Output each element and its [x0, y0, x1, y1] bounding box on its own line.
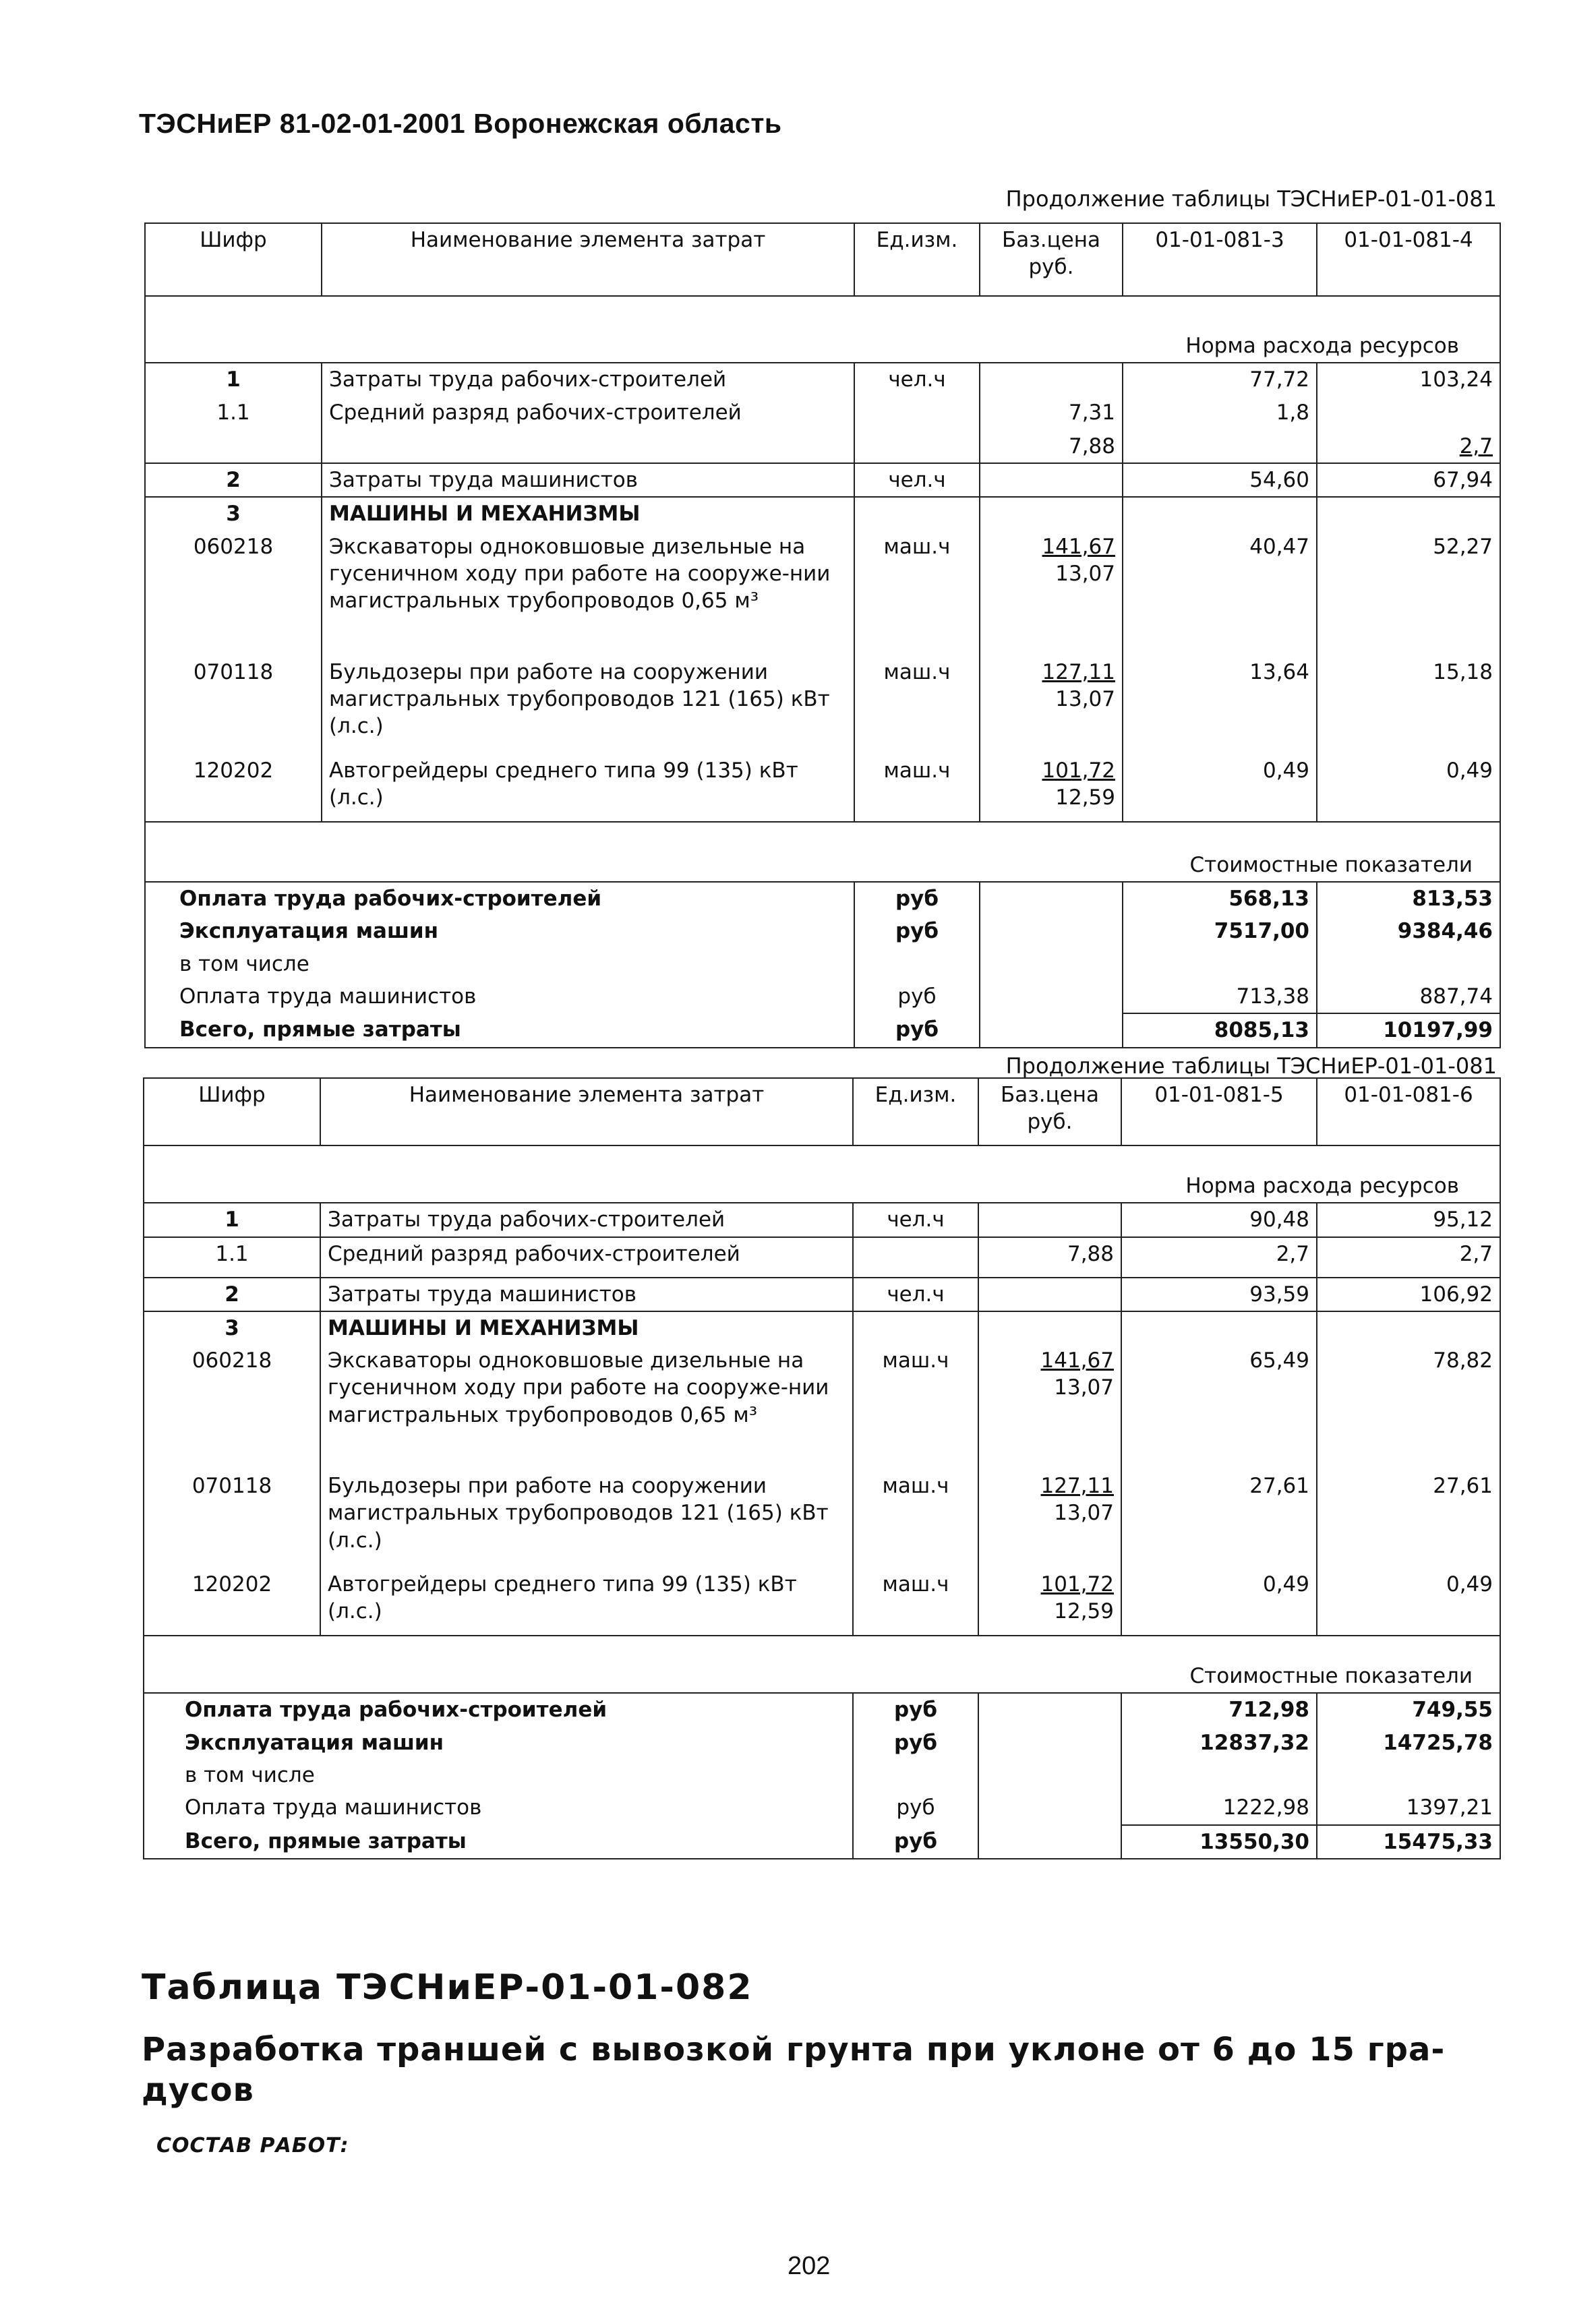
cost-name: Оплата труда машинистов — [144, 1791, 853, 1824]
resource-table — [144, 222, 1501, 1048]
table-row — [145, 531, 1500, 656]
row-code: 1 — [144, 1203, 320, 1237]
cost-unit: руб — [854, 915, 980, 947]
table-row — [145, 396, 1500, 464]
cost-unit: руб — [853, 1693, 978, 1726]
cost-unit — [853, 1759, 978, 1791]
cost-unit: руб — [853, 1791, 978, 1824]
row-v2: 2,7 — [1459, 434, 1493, 458]
row-v1: 2,7 — [1121, 1237, 1317, 1278]
table-row — [145, 363, 1500, 396]
row-unit: чел.ч — [853, 1203, 978, 1237]
row-price — [978, 1203, 1121, 1237]
row-unit: маш.ч — [853, 1470, 978, 1568]
row-name: Средний разряд рабочих-строителей — [322, 396, 854, 464]
row-name: Бульдозеры при работе на сооружении магистральных трубопроводов 121 (165) кВт (л.с.) — [322, 656, 854, 754]
cost-v1: 12837,32 — [1121, 1727, 1317, 1759]
row-unit — [854, 396, 980, 464]
cost-row — [144, 1727, 1500, 1759]
norm-header: Норма расхода ресурсов — [145, 330, 1500, 363]
col-header-price: Баз.цена руб. — [978, 1078, 1121, 1145]
row-price-secondary: 13,07 — [1054, 1501, 1114, 1526]
table-caption: Продолжение таблицы ТЭСНиЕР-01-01-081 — [1005, 186, 1497, 212]
cost-name: Эксплуатация машин — [144, 1727, 853, 1759]
row-price: 141,67 — [1042, 534, 1115, 559]
row-price: 7,88 — [978, 1237, 1121, 1278]
cost-v1: 13550,30 — [1121, 1825, 1317, 1859]
row-price: 101,72 — [1042, 758, 1115, 783]
row-v2: 78,82 — [1317, 1344, 1500, 1470]
cost-unit — [854, 948, 980, 980]
row-v1: 27,61 — [1121, 1470, 1317, 1568]
cost-v2: 887,74 — [1317, 980, 1500, 1013]
row-price: 127,11 — [1040, 1474, 1114, 1499]
cost-v1: 712,98 — [1121, 1693, 1317, 1726]
row-price: 127,11 — [1042, 659, 1115, 684]
row-code: 060218 — [145, 531, 322, 656]
cost-v2: 749,55 — [1317, 1693, 1500, 1726]
row-code: 120202 — [145, 754, 322, 822]
row-price — [978, 1278, 1121, 1311]
row-v2: 106,92 — [1317, 1278, 1500, 1311]
row-name: Затраты труда машинистов — [322, 463, 854, 497]
norm-header: Норма расхода ресурсов — [144, 1170, 1500, 1203]
cost-name: Оплата труда машинистов — [145, 980, 854, 1013]
cost-row — [145, 948, 1500, 980]
section-subtitle: Разработка траншей с вывозкой грунта при уклоне от 6 до 15 гра-дусов — [142, 2031, 1446, 2109]
row-v1 — [1121, 1311, 1317, 1344]
col-header-code: Шифр — [145, 223, 322, 296]
row-price: 141,67 — [1040, 1348, 1114, 1373]
row-v2: 67,94 — [1317, 463, 1500, 497]
col-header-unit: Ед.изм. — [853, 1078, 978, 1145]
table-caption: Продолжение таблицы ТЭСНиЕР-01-01-081 — [1005, 1053, 1497, 1079]
col-header-unit: Ед.изм. — [854, 223, 980, 296]
row-price-secondary: 13,07 — [1055, 562, 1115, 587]
row-name: Бульдозеры при работе на сооружении магистральных трубопроводов 121 (165) кВт (л.с.) — [320, 1470, 853, 1568]
cost-name: Всего, прямые затраты — [145, 1013, 854, 1047]
cost-v2: 9384,46 — [1317, 915, 1500, 947]
row-unit: чел.ч — [853, 1278, 978, 1311]
cost-v1 — [1121, 1759, 1317, 1791]
row-unit — [854, 497, 980, 530]
cost-v2: 813,53 — [1317, 882, 1500, 915]
row-unit — [853, 1311, 978, 1344]
row-v2: 0,49 — [1317, 754, 1500, 822]
row-code: 070118 — [144, 1470, 320, 1568]
row-unit — [853, 1237, 978, 1278]
row-name: Затраты труда рабочих-строителей — [320, 1203, 853, 1237]
col-header-v2: 01-01-081-4 — [1317, 223, 1500, 296]
cost-row — [144, 1791, 1500, 1824]
table-row — [144, 1470, 1500, 1568]
row-name: МАШИНЫ И МЕХАНИЗМЫ — [320, 1311, 853, 1344]
row-v1: 65,49 — [1121, 1344, 1317, 1470]
table-row — [145, 497, 1500, 530]
row-v1: 0,49 — [1121, 1568, 1317, 1636]
row-unit: маш.ч — [854, 754, 980, 822]
row-name: Затраты труда машинистов — [320, 1278, 853, 1311]
cost-v1: 1222,98 — [1121, 1791, 1317, 1824]
cost-name: Эксплуатация машин — [145, 915, 854, 947]
cost-unit: руб — [854, 1013, 980, 1047]
row-price — [980, 363, 1123, 396]
row-price: 101,72 — [1040, 1572, 1114, 1597]
table-row — [145, 754, 1500, 822]
row-code: 3 — [144, 1311, 320, 1344]
row-code: 1 — [145, 363, 322, 396]
cost-row — [144, 1759, 1500, 1791]
cost-unit: руб — [854, 980, 980, 1013]
cost-v1 — [1123, 948, 1317, 980]
cost-unit: руб — [853, 1825, 978, 1859]
row-v2: 103,24 — [1317, 363, 1500, 396]
cost-v1: 568,13 — [1123, 882, 1317, 915]
table-row — [144, 1278, 1500, 1311]
row-code: 2 — [145, 463, 322, 497]
cost-v2 — [1317, 1759, 1500, 1791]
row-name: Автогрейдеры среднего типа 99 (135) кВт (л.с.) — [320, 1568, 853, 1636]
col-header-v1: 01-01-081-5 — [1121, 1078, 1317, 1145]
row-code: 1.1 — [144, 1237, 320, 1278]
row-v2: 95,12 — [1317, 1203, 1500, 1237]
row-code: 070118 — [145, 656, 322, 754]
row-v2: 15,18 — [1317, 656, 1500, 754]
cost-name: в том числе — [145, 948, 854, 980]
row-v2: 2,7 — [1317, 1237, 1500, 1278]
col-header-price: Баз.цена руб. — [980, 223, 1123, 296]
cost-name: Оплата труда рабочих-строителей — [145, 882, 854, 915]
cost-v2: 15475,33 — [1317, 1825, 1500, 1859]
row-unit: маш.ч — [854, 531, 980, 656]
row-name: Автогрейдеры среднего типа 99 (135) кВт (л.с.) — [322, 754, 854, 822]
cost-row — [145, 980, 1500, 1013]
row-v1: 40,47 — [1123, 531, 1317, 656]
row-name: Затраты труда рабочих-строителей — [322, 363, 854, 396]
row-code: 120202 — [144, 1568, 320, 1636]
row-v1 — [1123, 497, 1317, 530]
col-header-name: Наименование элемента затрат — [320, 1078, 853, 1145]
cost-name: в том числе — [144, 1759, 853, 1791]
cost-v2: 1397,21 — [1317, 1791, 1500, 1824]
row-price-secondary: 12,59 — [1054, 1599, 1114, 1624]
row-price: 7,31 — [1068, 400, 1115, 425]
cost-row — [144, 1825, 1500, 1859]
row-price — [980, 463, 1123, 497]
row-price-secondary: 13,07 — [1054, 1375, 1114, 1400]
section-title: Таблица ТЭСНиЕР-01-01-082 — [142, 1967, 753, 2008]
cost-v1: 7517,00 — [1123, 915, 1317, 947]
row-unit: маш.ч — [853, 1344, 978, 1470]
cost-v1: 8085,13 — [1123, 1013, 1317, 1047]
cost-name: Оплата труда рабочих-строителей — [144, 1693, 853, 1726]
row-price-secondary: 12,59 — [1055, 785, 1115, 810]
row-code: 3 — [145, 497, 322, 530]
row-code: 060218 — [144, 1344, 320, 1470]
cost-unit: руб — [853, 1727, 978, 1759]
row-unit: маш.ч — [854, 656, 980, 754]
cost-header: Стоимостные показатели — [145, 849, 1500, 882]
row-name: Экскаваторы одноковшовые дизельные на гусеничном ходу при работе на сооруже-нии магистральных трубопроводов 0,65 м³ — [322, 531, 854, 656]
resource-table — [143, 1077, 1501, 1859]
page-number: 202 — [788, 2252, 831, 2280]
row-v1: 77,72 — [1123, 363, 1317, 396]
cost-header: Стоимостные показатели — [144, 1660, 1500, 1693]
row-v2: 52,27 — [1317, 531, 1500, 656]
row-price-secondary: 13,07 — [1055, 687, 1115, 712]
table-row — [144, 1568, 1500, 1636]
row-name: Экскаваторы одноковшовые дизельные на гусеничном ходу при работе на сооруже-нии магистральных трубопроводов 0,65 м³ — [320, 1344, 853, 1470]
row-unit: чел.ч — [854, 463, 980, 497]
row-v2: 27,61 — [1317, 1470, 1500, 1568]
row-code: 2 — [144, 1278, 320, 1311]
cost-row — [145, 1013, 1500, 1047]
cost-v2: 14725,78 — [1317, 1727, 1500, 1759]
col-header-v2: 01-01-081-6 — [1317, 1078, 1500, 1145]
cost-row — [144, 1693, 1500, 1726]
table-row — [144, 1311, 1500, 1344]
col-header-code: Шифр — [144, 1078, 320, 1145]
cost-v1: 713,38 — [1123, 980, 1317, 1013]
row-price — [978, 1311, 1121, 1344]
cost-name: Всего, прямые затраты — [144, 1825, 853, 1859]
row-price-secondary: 7,88 — [1068, 434, 1115, 458]
row-v2 — [1317, 1311, 1500, 1344]
col-header-name: Наименование элемента затрат — [322, 223, 854, 296]
col-header-v1: 01-01-081-3 — [1123, 223, 1317, 296]
row-v1: 0,49 — [1123, 754, 1317, 822]
row-v1: 13,64 — [1123, 656, 1317, 754]
cost-v2: 10197,99 — [1317, 1013, 1500, 1047]
row-unit: маш.ч — [853, 1568, 978, 1636]
row-unit: чел.ч — [854, 363, 980, 396]
works-label: СОСТАВ РАБОТ: — [156, 2134, 349, 2157]
table-row — [145, 463, 1500, 497]
table-row — [144, 1237, 1500, 1278]
cost-row — [145, 915, 1500, 947]
row-v1: 93,59 — [1121, 1278, 1317, 1311]
row-v1: 1,8 — [1123, 396, 1317, 464]
cost-unit: руб — [854, 882, 980, 915]
row-v2: 0,49 — [1317, 1568, 1500, 1636]
row-v1: 90,48 — [1121, 1203, 1317, 1237]
row-v2 — [1317, 497, 1500, 530]
cost-v2 — [1317, 948, 1500, 980]
cost-row — [145, 882, 1500, 915]
table-row — [144, 1203, 1500, 1237]
document-header: ТЭСНиЕР 81-02-01-2001 Воронежская область — [139, 108, 782, 139]
row-name: Средний разряд рабочих-строителей — [320, 1237, 853, 1278]
table-row — [145, 656, 1500, 754]
row-price — [980, 497, 1123, 530]
row-name: МАШИНЫ И МЕХАНИЗМЫ — [322, 497, 854, 530]
row-code: 1.1 — [145, 396, 322, 464]
table-row — [144, 1344, 1500, 1470]
row-v1: 54,60 — [1123, 463, 1317, 497]
